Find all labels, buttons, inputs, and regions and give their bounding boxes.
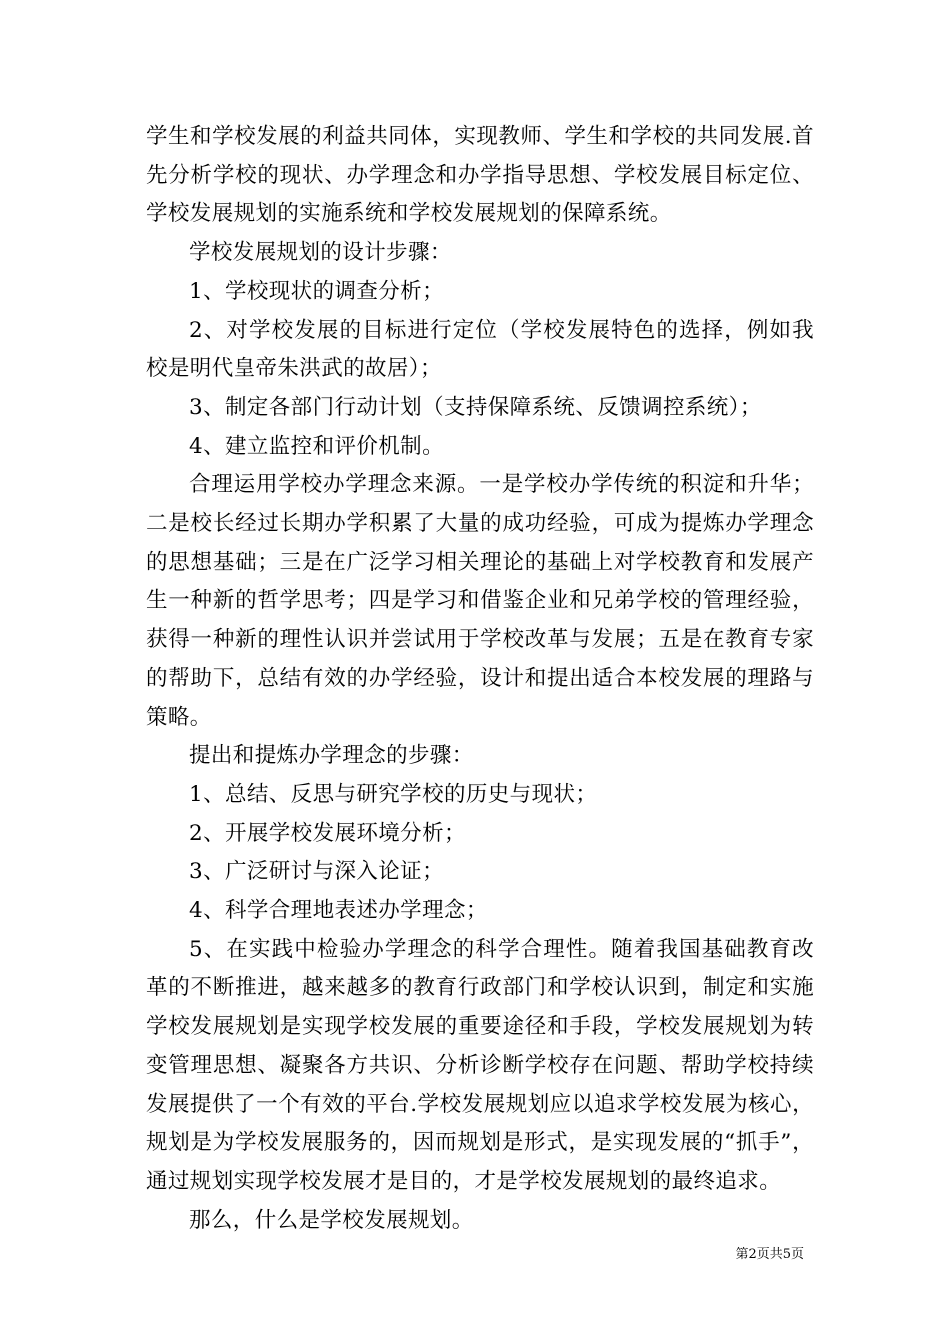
paragraph-philosophy-step-3: 3、广泛研讨与深入论证； <box>189 859 444 885</box>
paragraph-design-step-2: 2、对学校发展的目标进行定位（学校发展特色的选择，例如我校是明代皇帝朱洪武的故居）； <box>146 317 814 382</box>
paragraph-philosophy-step-4: 4、科学合理地表述办学理念； <box>189 898 488 924</box>
document-body <box>146 118 814 1240</box>
paragraph-philosophy-step-1: 1、总结、反思与研究学校的历史与现状； <box>189 781 598 807</box>
paragraph-design-step-3: 3、制定各部门行动计划（支持保障系统、反馈调控系统）； <box>189 394 762 420</box>
paragraph-closing-question: 那么，什么是学校发展规划。 <box>189 1207 474 1233</box>
paragraph-philosophy-step-5: 5、在实践中检验办学理念的科学合理性。随着我国基础教育改革的不断推进，越来越多的教育行政部门和学校认识到，制定和实施学校发展规划是实现学校发展的重要途径和手段，学校发展规划为转变管理思想、凝聚各方共识、分析诊断学校存在问题、帮助学校持续发展提供了一个有效的平台.学校发展规划应以追求学校发展为核心，规划是为学校发展服务的，因而规划是形式，是实现发展的“抓手”，通过规划实现学校发展才是目的，才是学校发展规划的最终追求。 <box>146 936 814 1194</box>
paragraph-design-step-4: 4、建立监控和评价机制。 <box>189 433 444 459</box>
paragraph-philosophy-sources: 合理运用学校办学理念来源。一是学校办学传统的积淀和升华；二是校长经过长期办学积累了大量的成功经验，可成为提炼办学理念的思想基础；三是在广泛学习相关理论的基础上对学校教育和发展产生一种新的哲学思考；四是学习和借鉴企业和兄弟学校的管理经验，获得一种新的理性认识并尝试用于学校改革与发展；五是在教育专家的帮助下，总结有效的办学经验，设计和提出适合本校发展的理路与策略。 <box>146 472 814 730</box>
paragraph-design-step-1: 1、学校现状的调查分析； <box>189 278 444 304</box>
paragraph-intro-continued: 学生和学校发展的利益共同体，实现教师、学生和学校的共同发展.首先分析学校的现状、办学理念和办学指导思想、学校发展目标定位、学校发展规划的实施系统和学校发展规划的保障系统。 <box>146 124 814 227</box>
paragraph-philosophy-steps-heading: 提出和提炼办学理念的步骤： <box>189 743 474 769</box>
page-number-footer: 第2页共5页 <box>735 1247 804 1262</box>
paragraph-design-steps-heading: 学校发展规划的设计步骤： <box>189 240 452 266</box>
paragraph-philosophy-step-2: 2、开展学校发展环境分析； <box>189 820 466 846</box>
